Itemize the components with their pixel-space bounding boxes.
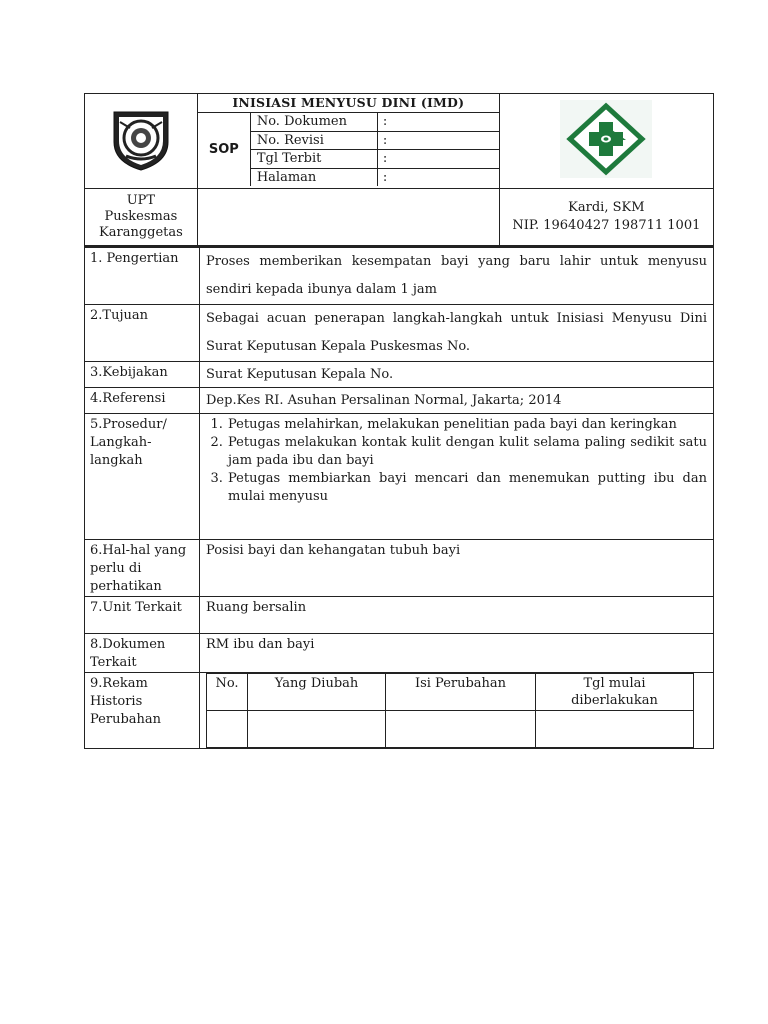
unit-line: UPT bbox=[126, 193, 156, 208]
section-label: 6.Hal-hal yang perlu di perhatikan bbox=[85, 540, 200, 597]
procedure-step: 2. Petugas melakukan kontak kulit dengan kulit selama paling sedikit satu jam pada ibu dan bayi bbox=[227, 434, 707, 470]
section-label: 3.Kebijakan bbox=[85, 362, 200, 388]
meta-label: Tgl Terbit bbox=[250, 150, 377, 169]
meta-label: Halaman bbox=[250, 168, 377, 186]
sop-content-table bbox=[84, 246, 714, 749]
history-header: Isi Perubahan bbox=[386, 674, 536, 711]
meta-value: : bbox=[377, 150, 498, 169]
regional-emblem-icon bbox=[106, 104, 176, 174]
section-text: Posisi bayi dan kehangatan tubuh bayi bbox=[200, 540, 714, 597]
procedure-steps-cell bbox=[200, 414, 714, 540]
section-label: 8.Dokumen Terkait bbox=[85, 634, 200, 673]
meta-table bbox=[198, 113, 499, 186]
procedure-steps bbox=[206, 416, 707, 506]
section-text: Proses memberikan kesempatan bayi yang baru lahir untuk menyusu sendiri kepada ibunya dalam 1 jam bbox=[200, 247, 714, 305]
left-logo-cell bbox=[85, 94, 198, 189]
history-cell bbox=[207, 711, 248, 748]
signatory-name: Kardi, SKM bbox=[568, 200, 645, 215]
unit-name-cell bbox=[85, 189, 198, 246]
section-label: 4.Referensi bbox=[85, 388, 200, 414]
section-label: 1. Pengertian bbox=[85, 247, 200, 305]
history-cell bbox=[248, 711, 386, 748]
unit-line: Karanggetas bbox=[99, 225, 183, 240]
section-text: Ruang bersalin bbox=[200, 597, 714, 634]
procedure-step: 3. Petugas membiarkan bayi mencari dan menemukan putting ibu dan mulai menyusu bbox=[227, 470, 707, 506]
section-text: Sebagai acuan penerapan langkah-langkah untuk Inisiasi Menyusu Dini Surat Keputusan Kepala Puskesmas No. bbox=[200, 305, 714, 362]
section-label: 2.Tujuan bbox=[85, 305, 200, 362]
sop-label: SOP bbox=[198, 113, 251, 186]
signatory-nip: NIP. 19640427 198711 1001 bbox=[512, 218, 701, 233]
history-header: Tgl mulai diberlakukan bbox=[536, 674, 694, 711]
revision-history-cell bbox=[200, 673, 714, 749]
meta-value: : bbox=[382, 114, 388, 130]
meta-label: No. Revisi bbox=[250, 131, 377, 150]
history-header: Yang Diubah bbox=[248, 674, 386, 711]
meta-label: No. Dokumen bbox=[250, 113, 377, 131]
history-cell bbox=[536, 711, 694, 748]
signatory-cell bbox=[499, 189, 713, 246]
section-label: 9.Rekam Historis Perubahan bbox=[85, 673, 200, 749]
sop-header bbox=[84, 93, 714, 246]
meta-value: : bbox=[377, 131, 498, 150]
sop-title-block bbox=[197, 94, 499, 189]
procedure-step: 1. Petugas melahirkan, melakukan penelitian pada bayi dan keringkan bbox=[227, 416, 707, 434]
section-text: Surat Keputusan Kepala No. bbox=[200, 362, 714, 388]
section-label: 5.Prosedur/ Langkah-langkah bbox=[85, 414, 200, 540]
revision-history-table bbox=[206, 673, 694, 748]
right-logo-cell bbox=[499, 94, 713, 189]
blank-cell bbox=[197, 189, 499, 246]
sop-document bbox=[84, 93, 714, 749]
history-header: No. bbox=[207, 674, 248, 711]
unit-line: Puskesmas bbox=[104, 209, 178, 224]
section-text: RM ibu dan bayi bbox=[200, 634, 714, 673]
meta-value: : bbox=[377, 168, 498, 186]
section-label: 7.Unit Terkait bbox=[85, 597, 200, 634]
section-text: Dep.Kes RI. Asuhan Persalinan Normal, Jakarta; 2014 bbox=[200, 388, 714, 414]
document-title: INISIASI MENYUSU DINI (IMD) bbox=[198, 94, 499, 113]
puskesmas-green-cross-logo bbox=[560, 100, 652, 178]
history-cell bbox=[386, 711, 536, 748]
